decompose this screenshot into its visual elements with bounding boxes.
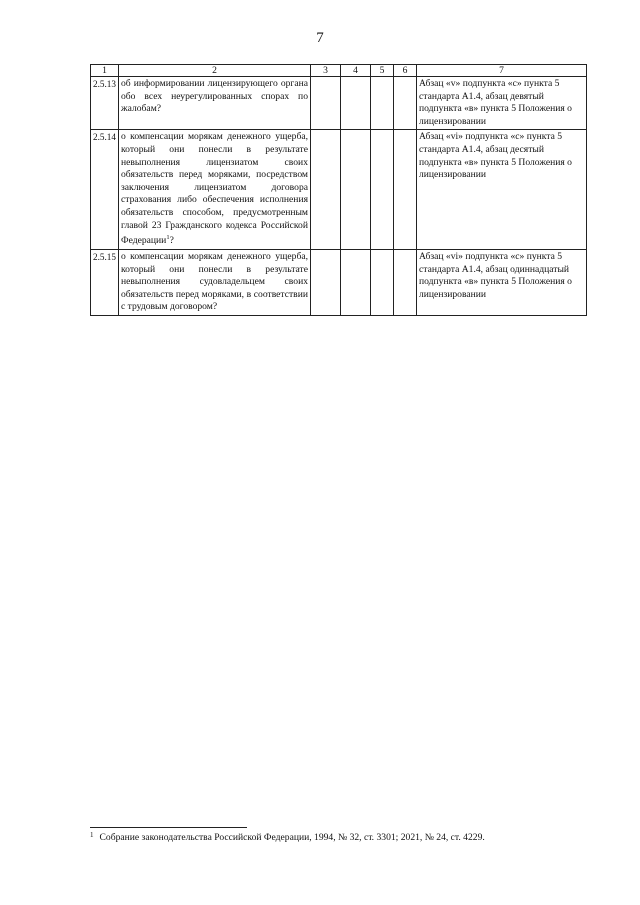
answer-cell bbox=[341, 77, 371, 130]
table-row bbox=[91, 249, 587, 315]
checklist-table bbox=[90, 64, 587, 316]
column-header: 7 bbox=[417, 65, 587, 77]
footnote-marker: 1 bbox=[166, 234, 170, 242]
question-body: о компенсации морякам денежного ущерба, который они понесли в результате невыполнения лицензиатом своих обязательств перед моряками, посредством заключения лицензиатом договора страхования либо обеспечения исполнения обязательств способом, предусмотренным главой 23 Гражданского кодекса Российской Федерации bbox=[121, 131, 308, 247]
table-header-row bbox=[91, 65, 587, 77]
answer-cell bbox=[341, 130, 371, 250]
table-row bbox=[91, 130, 587, 250]
answer-cell bbox=[311, 130, 341, 250]
column-header: 2 bbox=[119, 65, 311, 77]
page-number: 7 bbox=[316, 30, 324, 46]
item-number: 2.5.13 bbox=[91, 77, 119, 130]
column-header: 1 bbox=[91, 65, 119, 77]
column-header: 3 bbox=[311, 65, 341, 77]
answer-cell bbox=[371, 77, 394, 130]
legal-reference: Абзац «vi» подпункта «c» пункта 5 стандарта А1.4, абзац десятый подпункта «в» пункта 5 Положения о лицензировании bbox=[417, 130, 587, 250]
column-header: 4 bbox=[341, 65, 371, 77]
question-text bbox=[119, 130, 311, 250]
footnote-text: Собрание законодательства Российской Федерации, 1994, № 32, ст. 3301; 2021, № 24, ст. 4229. bbox=[99, 832, 485, 843]
item-number: 2.5.14 bbox=[91, 130, 119, 250]
answer-cell bbox=[394, 77, 417, 130]
question-text: о компенсации морякам денежного ущерба, который они понесли в результате невыполнения судовладельцем своих обязательств перед моряками, в соответствии с трудовым договором? bbox=[119, 249, 311, 315]
answer-cell bbox=[311, 249, 341, 315]
table-row bbox=[91, 77, 587, 130]
column-header: 5 bbox=[371, 65, 394, 77]
question-text: об информировании лицензирующего органа обо всех неурегулированных спорах по жалобам? bbox=[119, 77, 311, 130]
footnote bbox=[90, 832, 590, 843]
answer-cell bbox=[394, 130, 417, 250]
item-number: 2.5.15 bbox=[91, 249, 119, 315]
answer-cell bbox=[394, 249, 417, 315]
legal-reference: Абзац «v» подпункта «c» пункта 5 стандарта А1.4, абзац девятый подпункта «в» пункта 5 Положения о лицензировании bbox=[417, 77, 587, 130]
footnote-divider bbox=[90, 827, 247, 828]
answer-cell bbox=[371, 249, 394, 315]
legal-reference: Абзац «vi» подпункта «c» пункта 5 стандарта А1.4, абзац одиннадцатый подпункта «в» пункта 5 Положения о лицензировании bbox=[417, 249, 587, 315]
column-header: 6 bbox=[394, 65, 417, 77]
footnote-number: 1 bbox=[90, 831, 94, 839]
question-end: ? bbox=[169, 235, 174, 247]
answer-cell bbox=[311, 77, 341, 130]
answer-cell bbox=[341, 249, 371, 315]
answer-cell bbox=[371, 130, 394, 250]
